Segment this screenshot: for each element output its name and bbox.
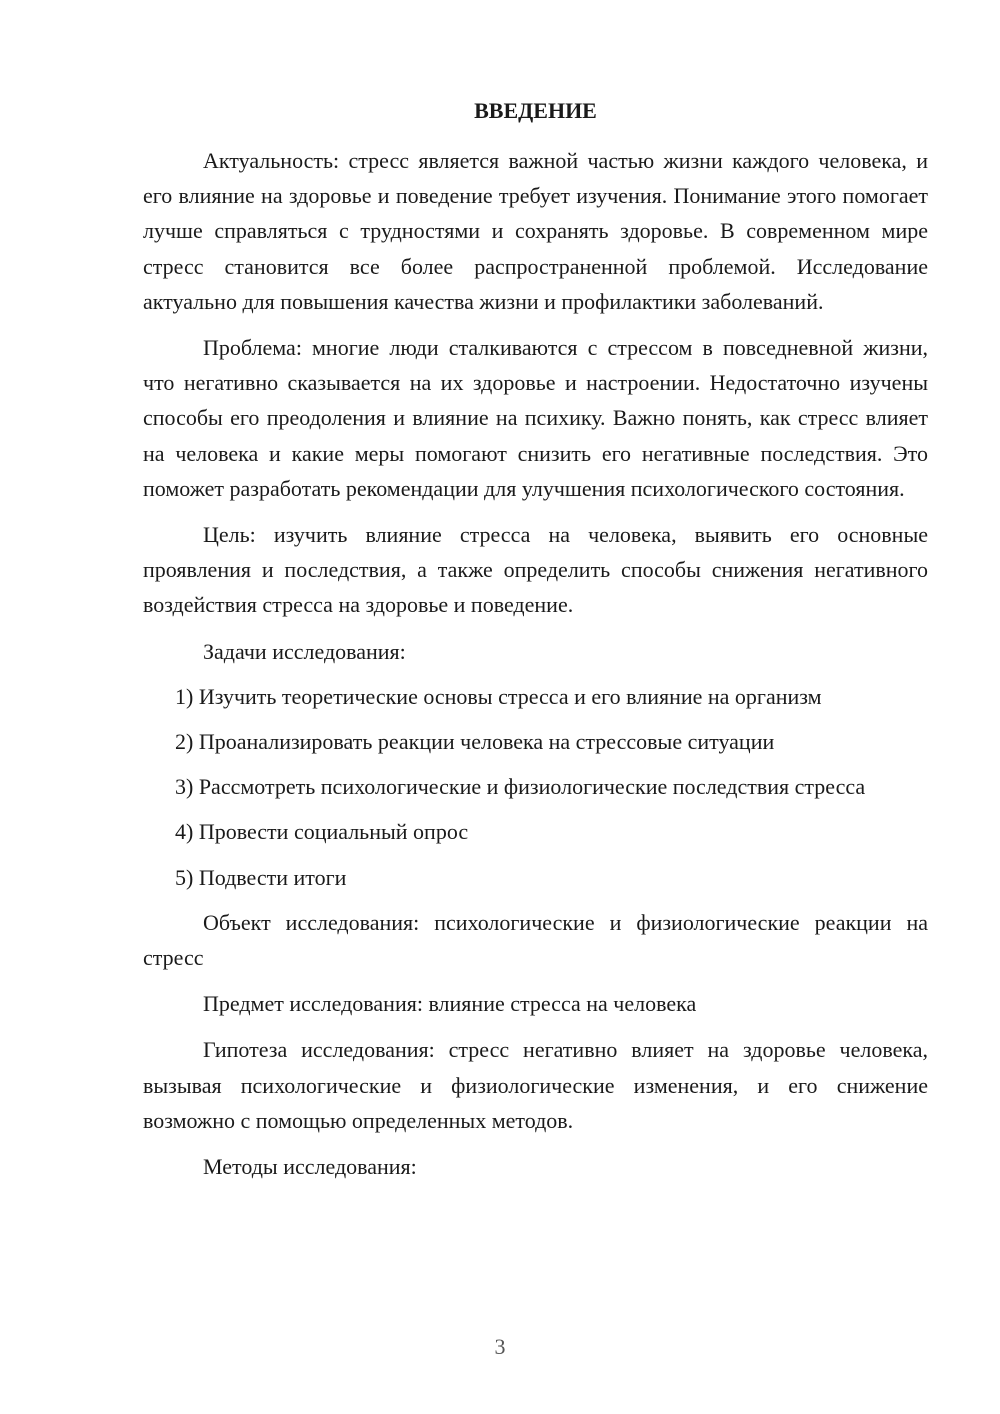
task-item: 5) Подвести итоги bbox=[175, 864, 347, 890]
page-content bbox=[143, 96, 928, 1195]
object-paragraph: Объект исследования: психологические и физиологические реакции на стресс bbox=[143, 909, 928, 971]
subject-paragraph: Предмет исследования: влияние стресса на человека bbox=[203, 991, 697, 1017]
page-number: 3 bbox=[494, 1334, 506, 1359]
problem-paragraph: Проблема: многие люди сталкиваются с стрессом в повседневной жизни, что негативно сказывается на их здоровье и настроении. Недостаточно изучены способы его преодоления и влияние на психику. Важно понять, как стресс влияет на человека и какие меры помогают снизить его негативные последствия. Это поможет разработать рекомендации для улучшения психологического состояния. bbox=[143, 335, 928, 501]
task-item: 1) Изучить теоретические основы стресса и его влияние на организм bbox=[175, 683, 822, 709]
task-item: 3) Рассмотреть психологические и физиологические последствия стресса bbox=[175, 774, 866, 800]
tasks-heading: Задачи исследования: bbox=[203, 638, 406, 664]
relevance-paragraph: Актуальность: стресс является важной частью жизни каждого человека, и его влияние на здоровье и поведение требует изучения. Понимание этого помогает лучше справляться с трудностями и сохранять здоровье. В современном мире стресс становится все более распространенной проблемой. Исследование актуально для повышения качества жизни и профилактики заболеваний. bbox=[143, 148, 928, 314]
task-item: 2) Проанализировать реакции человека на стрессовые ситуации bbox=[175, 729, 775, 755]
methods-heading: Методы исследования: bbox=[203, 1154, 417, 1180]
goal-paragraph: Цель: изучить влияние стресса на человека, выявить его основные проявления и последствия, а также определить способы снижения негативного воздействия стресса на здоровье и поведение. bbox=[143, 522, 928, 618]
hypothesis-paragraph: Гипотеза исследования: стресс негативно влияет на здоровье человека, вызывая психологические и физиологические изменения, и его снижение возможно с помощью определенных методов. bbox=[143, 1037, 928, 1133]
page-title: ВВЕДЕНИЕ bbox=[474, 98, 597, 123]
task-item: 4) Провести социальный опрос bbox=[175, 819, 469, 845]
